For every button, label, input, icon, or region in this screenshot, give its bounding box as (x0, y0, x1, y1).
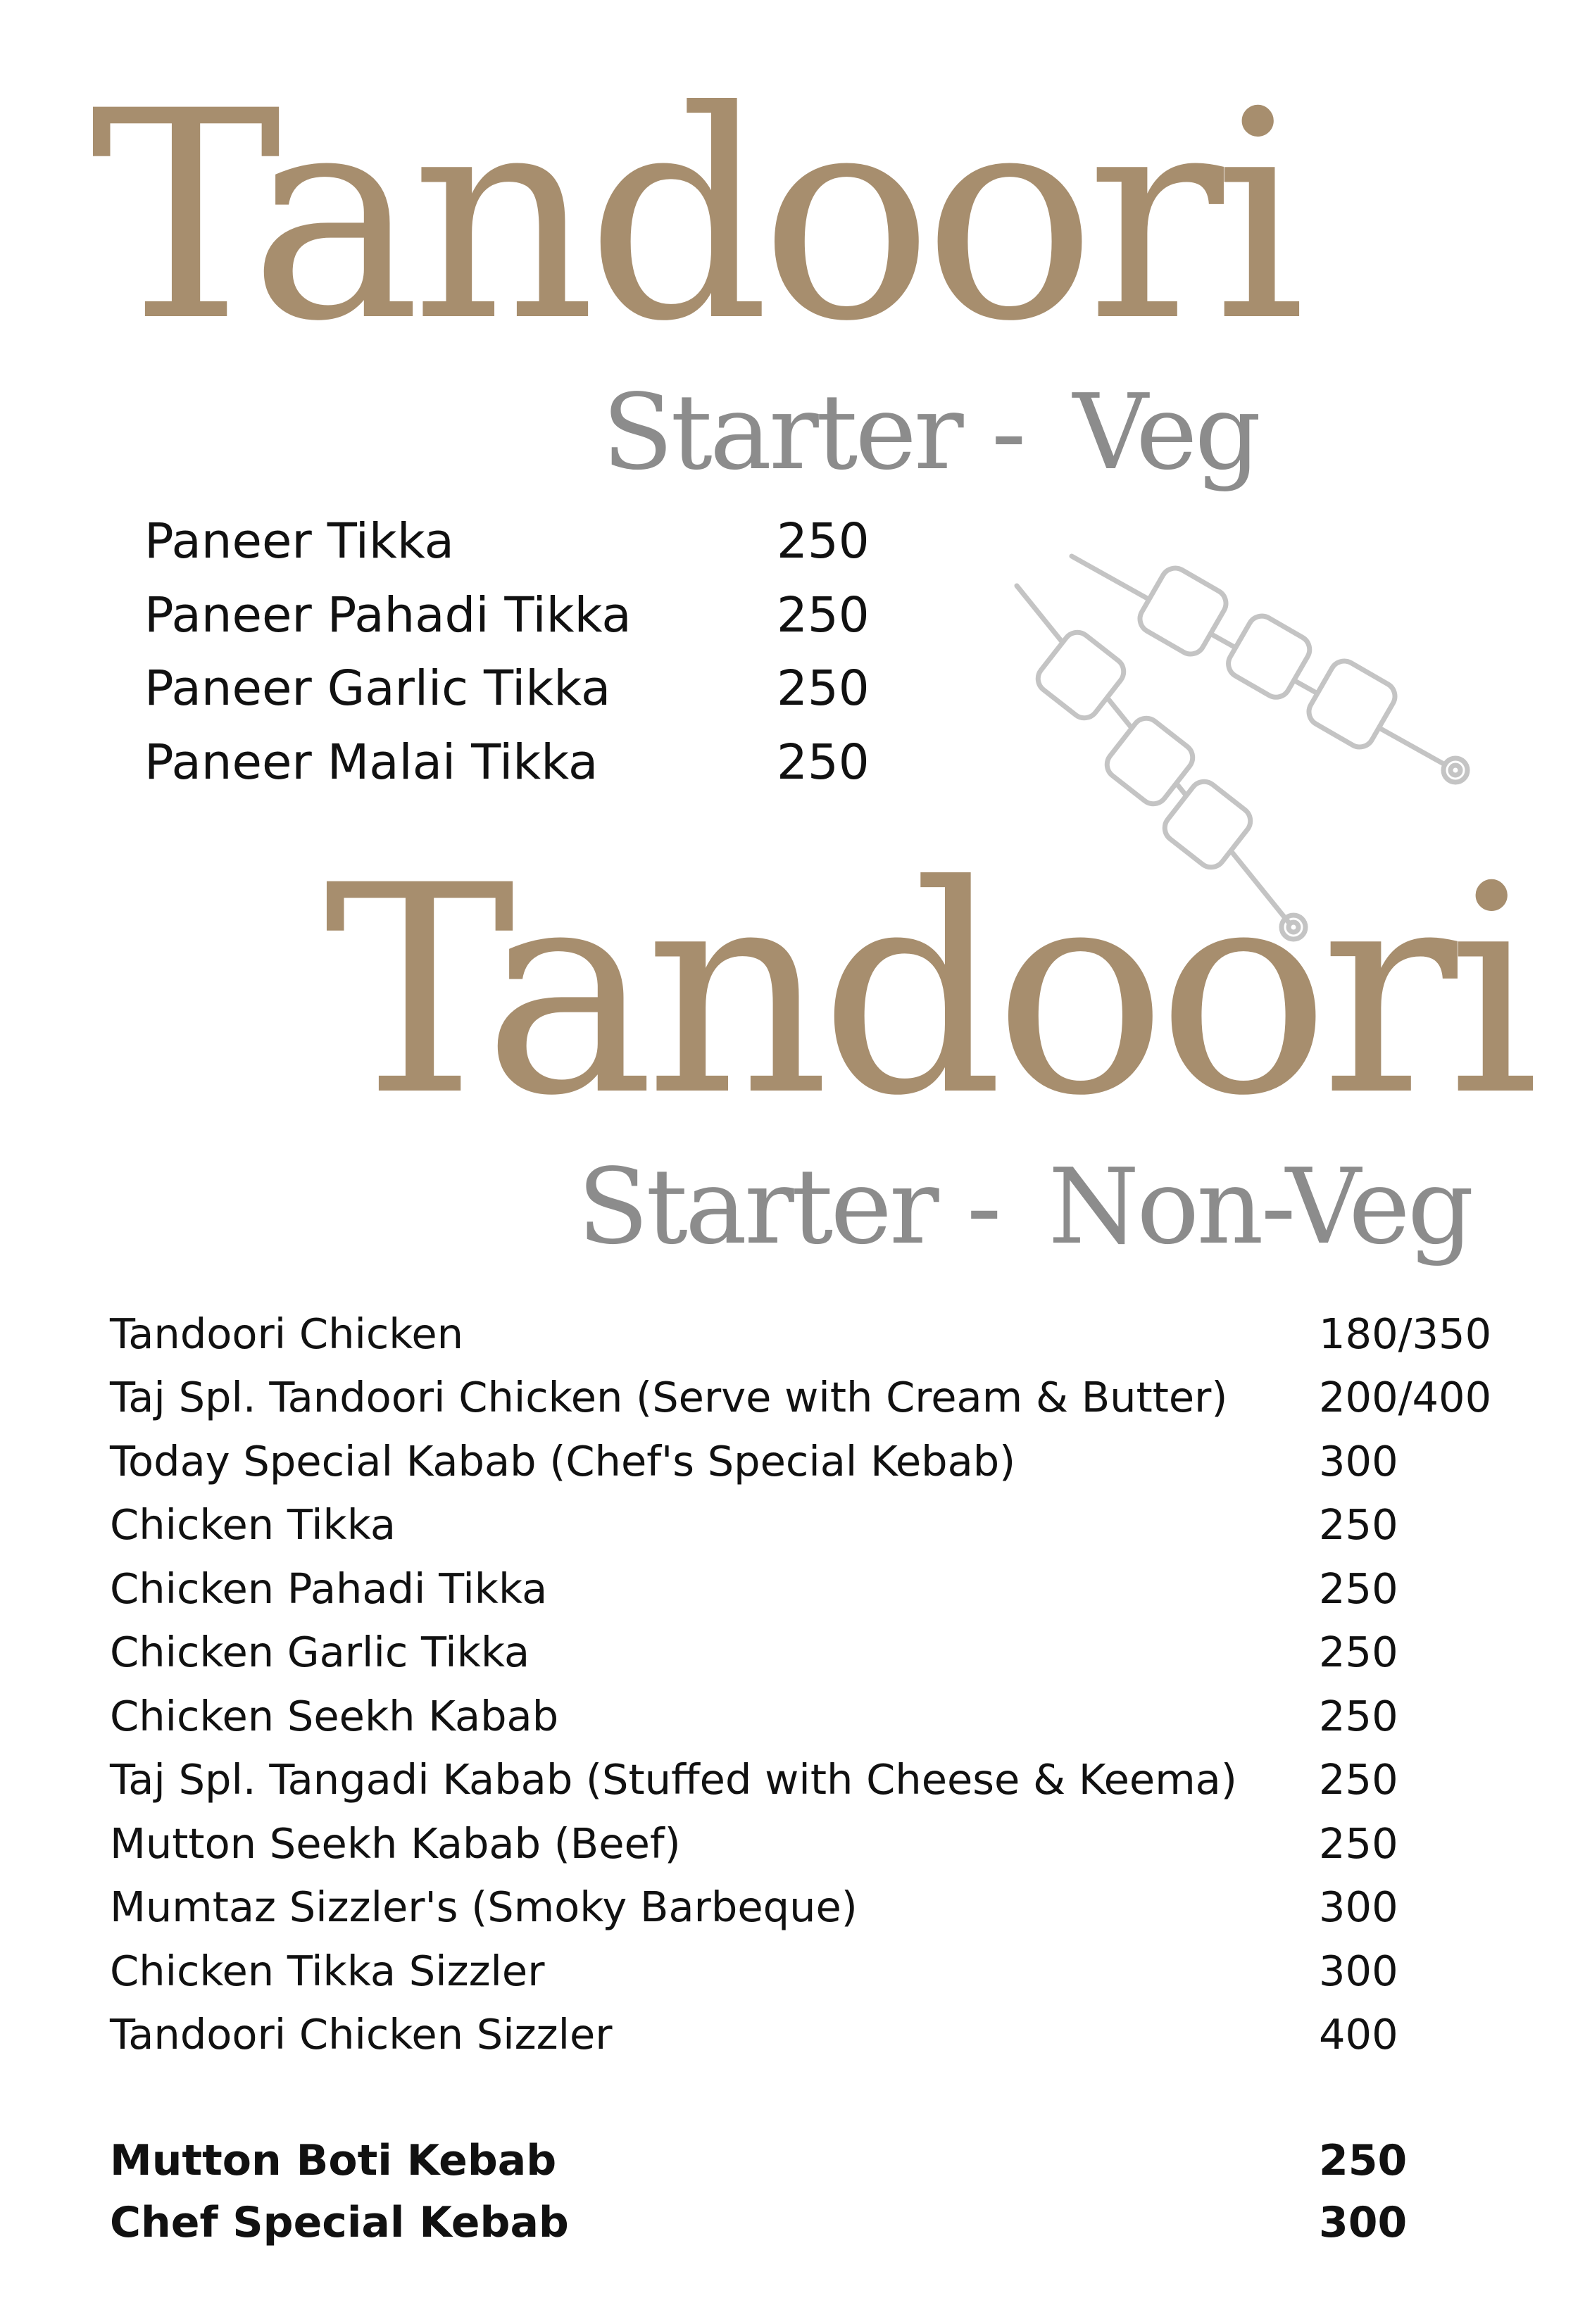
item-name: Paneer Pahadi Tikka (144, 586, 632, 643)
item-name: Chicken Tikka Sizzler (110, 1946, 545, 1995)
item-name: Today Special Kabab (Chef's Special Kebab) (110, 1436, 1016, 1486)
veg-section-subtitle (602, 372, 1259, 493)
menu-item (110, 1366, 1518, 1430)
item-price: 250 (777, 513, 870, 570)
menu-item (110, 1876, 1518, 1940)
menu-item (110, 1748, 1518, 1812)
skewer-ring-icon (1443, 758, 1467, 782)
item-price: 300 (1319, 1883, 1398, 1932)
menu-item (110, 2003, 1518, 2067)
veg-section-title: Tandoori (90, 50, 1296, 384)
item-price: 300 (1319, 2198, 1408, 2247)
item-price: 250 (777, 660, 870, 717)
item-price: 200/400 (1319, 1373, 1492, 1422)
item-price: 250 (777, 586, 870, 643)
item-price: 250 (1319, 2136, 1408, 2185)
veg-subtitle-prefix: Starter - (602, 372, 1024, 493)
menu-item (110, 1811, 1518, 1876)
item-name: Paneer Tikka (144, 513, 454, 570)
item-price: 250 (1319, 1819, 1398, 1868)
featured-menu-list (110, 2130, 1518, 2254)
menu-item (144, 505, 884, 579)
item-price: 300 (1319, 1436, 1398, 1486)
paneer-cube-icon (1223, 611, 1315, 703)
menu-item-featured (110, 2130, 1518, 2192)
item-name: Taj Spl. Tangadi Kabab (Stuffed with Cheese & Keema) (110, 1755, 1237, 1804)
menu-item (144, 652, 884, 726)
item-name: Chicken Seekh Kabab (110, 1691, 559, 1740)
item-name: Chicken Tikka (110, 1500, 396, 1550)
item-price: 180/350 (1319, 1309, 1492, 1358)
menu-item (110, 1621, 1518, 1685)
menu-item (110, 1939, 1518, 2003)
item-price: 250 (1319, 1564, 1398, 1613)
veg-subtitle-category: Veg (1072, 372, 1259, 493)
item-price: 250 (1319, 1691, 1398, 1740)
nonveg-section-title: Tandoori (324, 824, 1530, 1159)
menu-item (110, 1429, 1518, 1493)
nonveg-menu-list (110, 1302, 1518, 2066)
menu-item (110, 1493, 1518, 1557)
nonveg-section-subtitle (577, 1146, 1472, 1267)
item-name: Chicken Pahadi Tikka (110, 1564, 548, 1613)
menu-item (144, 579, 884, 653)
item-price: 250 (1319, 1755, 1398, 1804)
item-name: Mumtaz Sizzler's (Smoky Barbeque) (110, 1883, 858, 1932)
item-name: Paneer Garlic Tikka (144, 660, 611, 717)
item-price: 300 (1319, 1946, 1398, 1995)
menu-item (110, 1302, 1518, 1366)
menu-item-featured (110, 2192, 1518, 2254)
item-price: 250 (1319, 1628, 1398, 1677)
paneer-cube-icon (1135, 563, 1232, 660)
item-name: Tandoori Chicken Sizzler (110, 2010, 613, 2059)
veg-menu-list (144, 505, 884, 799)
skewer-ring-icon (1451, 765, 1460, 775)
item-name: Paneer Malai Tikka (144, 734, 599, 791)
item-price: 400 (1319, 2010, 1398, 2059)
nonveg-subtitle-prefix: Starter - (577, 1146, 999, 1267)
item-name: Chicken Garlic Tikka (110, 1628, 530, 1677)
item-price: 250 (1319, 1500, 1398, 1550)
item-name: Taj Spl. Tandoori Chicken (Serve with Cream & Butter) (110, 1373, 1228, 1422)
menu-item (110, 1557, 1518, 1621)
item-name: Chef Special Kebab (110, 2198, 569, 2247)
item-price: 250 (777, 734, 870, 791)
item-name: Tandoori Chicken (110, 1309, 464, 1358)
paneer-cube-icon (1304, 656, 1401, 753)
item-name: Mutton Seekh Kabab (Beef) (110, 1819, 681, 1868)
nonveg-subtitle-category: Non-Veg (1048, 1146, 1472, 1267)
menu-item (144, 726, 884, 800)
item-name: Mutton Boti Kebab (110, 2136, 557, 2185)
menu-item (110, 1684, 1518, 1748)
